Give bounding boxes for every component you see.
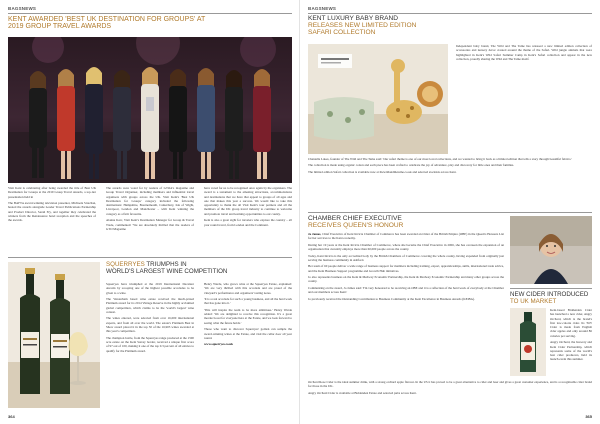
paragraph: 'This will inspire the team to be more ambitious.' Henry Warde added: 'We are delighted to receive this recognition. It's a great morale boost for everyone here at the Estate, and we look forward to seeing what the future holds.' xyxy=(204,307,292,325)
paragraph: Squerryes have triumphed at the 2019 International Decanter Awards by scooping one of the highest possible accolades to be given to a wine. xyxy=(106,282,194,295)
story-column xyxy=(106,282,194,410)
paragraph: have voted for us to be recognised once again by the organisers. The award is a testament to the amazing attractions, accommodations and destinations that we have that appeal to groups of all ages and one that makes this year a success. We would like to take this opportunity to thank the all Visit Kent's tour partners and all the members of the UK group travel industry to continue to welcome and promote travel and learning opportunities to our county. xyxy=(204,186,292,216)
story-headline xyxy=(106,262,296,275)
right-page xyxy=(300,0,600,424)
headline-line: TO UK MARKET xyxy=(510,297,557,305)
story-headline xyxy=(510,292,596,305)
paragraph: Visit Kent is celebrating after being awarded the title of Best UK Destination for Groups at the 2019 Group Travel Awards, a top-tier presentation held in xyxy=(8,186,96,199)
paragraph: The limited edition Safari collection is available now at thewildandthetame.co.uk and selected stockists across Kent. xyxy=(308,169,457,174)
section-rule xyxy=(8,257,292,258)
paragraph: Orchard Rose Cider is the ideal summer drink, with a strong orchard apple flavour. In the US it has proved to be a great alternative to cider and beer and gives a great customer experience, and is a recognisable cider brand for those in the UK. xyxy=(308,380,592,389)
paragraph: The awards were voted for by readers of GTOA's magazine and Group Travel Organiser, including members and influential travel organisers with groups across the UK. Visit Kent's 'Best UK Destination for Groups' category included the following destinations: Hampshire, Bournemouth, Canterbury, Isle of Wight, Liverpool, London and Manchester – with Kent winning the category as a firm favourite. xyxy=(106,186,194,216)
story-column xyxy=(550,308,592,376)
paragraph: Those who want to discover Squerryes' golden can sample the award-winning wines at the Estate, and visit the cellar door all year round. xyxy=(204,327,292,340)
paragraph: Today, Kent Invicta is the only accredited body by the British Chambers of Commerce covering the whole county, having expanded from originally just serving the business community in Ashford. xyxy=(308,253,504,262)
paragraph: Kent is also a great sight for travelers who explore the country – all year round travel, from London and the Continent. xyxy=(204,218,292,227)
story-column xyxy=(204,186,292,254)
page-number: 364 xyxy=(8,414,15,419)
paragraph: Alanna Kerr, Visit Kent's Destination Manager for Group & Travel Trade, commented: 'We are absolutely thrilled that the readers of GTO Magazine xyxy=(106,218,194,231)
award-photo xyxy=(8,37,292,183)
paragraph: Henry Warde, who grows wine at the Squerryes Estate, explained: 'We are very thrilled with this accolade and are proud of the vineyard's performance and organisers' tasting notes. xyxy=(204,282,292,295)
story-column xyxy=(456,44,592,154)
header-rule xyxy=(8,13,292,14)
headline-brand: SQUERRYES xyxy=(106,261,145,268)
headline-line: RECEIVES QUEEN'S HONOUR xyxy=(308,221,404,229)
lead-text: , Chief Executive of Kent Invicta Chamber of Commerce has been awarded an Order of the British Empire (OBE) in the Queen's Honours List for her services to the Kent economy. xyxy=(308,232,504,241)
story-column xyxy=(106,186,194,254)
person-name: Jo James xyxy=(308,232,321,236)
paragraph: During her 19 years at the Kent Invicta Chamber of Commerce, where she became the Chief Executive in 2006, she has overseen the expansion of an organisation that currently employs more than 60,000 people across the county. xyxy=(308,242,504,252)
website-link[interactable]: www.squerryes.co.uk xyxy=(204,342,233,347)
headline-line: WORLD'S LARGEST WINE COMPETITION xyxy=(106,267,228,275)
wine-photo xyxy=(8,262,100,408)
paragraph: The wines entered, were selected from over 16,000 international experts, and from all over the world. The estate's Platinum Best in Show award placed it in the top 50 of the 16,903 wines awarded at this year's competition. xyxy=(106,316,194,334)
paragraph: Chantelle Lakes, founder of The Wild and The Tame said: 'Our safari theme is one of our most loved collections, and we wanted to bring it back as a limited edition that tells a story through beautiful fabrics.' xyxy=(308,157,572,161)
folio-header: BAGSNEWS xyxy=(308,6,337,11)
paragraph: 'It is a real accolade for such a young business, and all the hard work that has gone into it.' xyxy=(204,297,292,306)
headline-line: SAFARI COLLECTION xyxy=(308,28,376,36)
paragraph: The champion bottle, from the Squerryes range produced at the 1500 acre estate on the Kent Surrey border, received a unique first score of 97 out of 100, making it one of the top 0.3 percent of all entries to qualify for the Platinum award. xyxy=(106,335,194,353)
page-number: 365 xyxy=(585,414,592,419)
paragraph: Jo previously received the Outstanding Contribution to Business Community at the Kent Excellence in Business Awards (KEiBA). xyxy=(308,296,475,301)
headline-rest: TRIUMPHS IN xyxy=(144,261,187,268)
section-rule xyxy=(510,288,592,289)
headline-line: RELEASES NEW LIMITED EDITION xyxy=(308,21,417,29)
story-column xyxy=(308,380,592,414)
paragraph: Independent baby brand, The Wild and The Tame has released a new limited edition collection of accessories and nursery décor created around the theme of the Safari. Wild jungle animals that were highlighted in Kent's Wild Safari Summer Camp in Kent's Safari collection and appear in the new collection, proudly sharing the Wild and The Tame motif. xyxy=(456,44,592,61)
paragraph: Her team of 60 people deliver a wide range of business support for members including training, export, apprenticeships, skills, international trade advice, and the Kent Business Support programme and Growth Hub initiatives. xyxy=(308,264,504,273)
headline-line: CHAMBER CHIEF EXECUTIVE xyxy=(308,215,402,222)
header-rule xyxy=(308,13,592,14)
story-column xyxy=(308,232,504,330)
story-column xyxy=(308,157,592,209)
paragraph: The Westerham based wine estate received the much-prized Platinum award for its 2014 Vintage Reserve in the highly acclaimed global competition, which claims to be the 'world's largest' wine contest. xyxy=(106,297,194,314)
paragraph: Kent-based Biddenden Cider has launched a new cider, Angry Orchard, which is the brand's first low-calorie cider. Its '365' Cider is made from English cider apples and only around 86 calories per serving. xyxy=(550,308,592,338)
headline-line: 2019 GROUP TRAVEL AWARDS xyxy=(8,23,112,31)
folio-header: BAGSNEWS xyxy=(8,6,37,11)
paragraph: Commenting on the award, Jo James said: 'I'm very honoured to be receiving an OBE and it is a reflection of the hard work of everybody at the Chamber and our members across Kent.' xyxy=(308,285,504,295)
paragraph: The collection is made using organic cotton and each piece has been crafted to celebrate the joy of adventure, play and discovery for little ones and their families. xyxy=(308,163,515,168)
headline-line: KENT AWARDED 'BEST UK DESTINATION FOR GROUPS' AT xyxy=(8,16,206,23)
headline-line: KENT LUXURY BABY BRAND xyxy=(308,15,399,22)
story-column xyxy=(8,186,96,254)
story-headline xyxy=(8,16,298,31)
headline-line: NEW CIDER INTRODUCED xyxy=(510,291,589,298)
paragraph: The BAFTA award-winning television presenter, Michaela Strachan, hosted the awards alongside Leader Travel Publications Partnership and Product Director, Sarah Fry, and together they celebrated the winners from the Renaissance hotel reception and the speeches of the awards. xyxy=(8,201,96,223)
story-headline xyxy=(308,216,498,230)
paragraph: Angry Orchard, the brewery and Kent Cider Partnership, which represents some of the world's best cider producers, held its launch event this summer. xyxy=(550,340,592,362)
section-rule xyxy=(308,212,592,213)
baby-product-photo xyxy=(308,44,448,154)
paragraph: Jo also represents business on the Kent & Medway Economic Partnership, the Kent & Medway Economic Partnership and many other groups across the county. xyxy=(308,275,504,284)
cider-photo xyxy=(510,308,546,376)
paragraph: Angry Orchard Cider is available at Biddenden Estate and selected pubs across Kent. xyxy=(308,390,417,395)
story-column xyxy=(204,282,292,410)
story-headline xyxy=(308,16,518,37)
portrait-photo xyxy=(510,216,592,284)
